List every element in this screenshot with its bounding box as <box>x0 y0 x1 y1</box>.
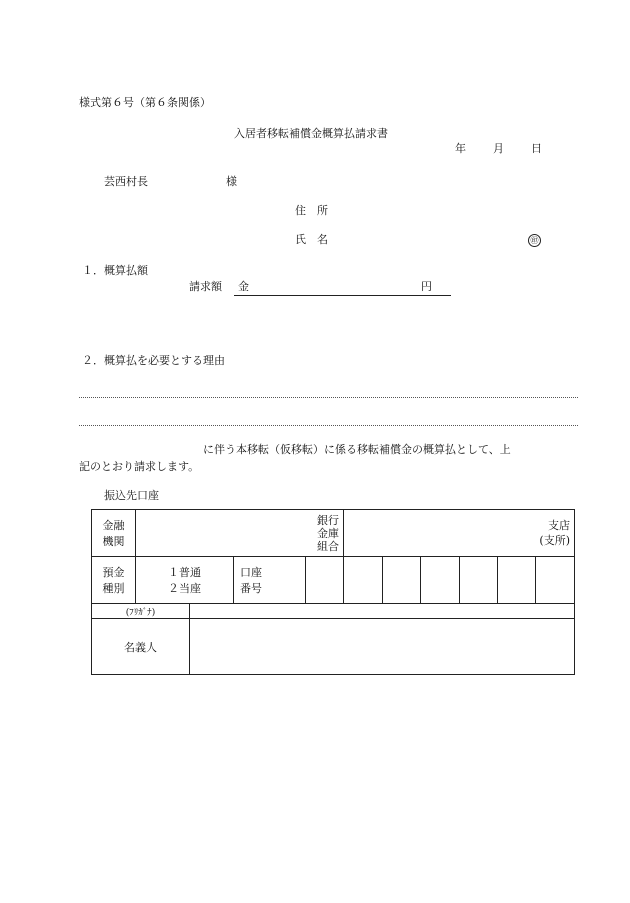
account-digit[interactable] <box>421 557 460 604</box>
holder-field[interactable] <box>190 619 575 675</box>
bank-account-table <box>91 509 575 675</box>
furigana-field[interactable] <box>190 604 575 619</box>
address-label: 住 所 <box>295 204 328 217</box>
branch-label: 支店 <box>548 519 570 532</box>
date-day: 日 <box>531 142 542 155</box>
seal-mark: ㊞ <box>528 234 541 247</box>
date-month: 月 <box>493 142 504 155</box>
branch-cell[interactable] <box>344 510 575 557</box>
page-title: 入居者移転補償金概算払請求書 <box>234 127 388 140</box>
account-digit[interactable] <box>344 557 383 604</box>
statement-line-2: 記のとおり請求します。 <box>79 460 200 473</box>
amount-underline <box>234 295 451 296</box>
date-year: 年 <box>455 142 466 155</box>
institution-label: 金融 機関 <box>92 510 136 557</box>
addressee-honorific: 様 <box>226 175 237 188</box>
holder-label: 名義人 <box>92 619 190 675</box>
bank-type-union: 組合 <box>317 539 339 553</box>
deposit-type-options[interactable]: １普通 ２当座 <box>136 557 234 604</box>
amount-prefix: 金 <box>238 280 249 293</box>
name-label: 氏 名 <box>295 233 328 246</box>
deposit-type-label: 預金 種別 <box>92 557 136 604</box>
account-number-label: 口座 番号 <box>234 557 306 604</box>
account-digit[interactable] <box>460 557 498 604</box>
bank-type-cell[interactable] <box>136 510 344 557</box>
section1-heading: １．概算払額 <box>82 264 148 277</box>
reason-line-2 <box>79 425 578 426</box>
reason-line-1 <box>79 397 578 398</box>
amount-unit: 円 <box>421 280 432 293</box>
bank-heading: 振込先口座 <box>104 489 159 502</box>
account-digit[interactable] <box>536 557 575 604</box>
statement-line-1: に伴う本移転（仮移転）に係る移転補償金の概算払として、上 <box>203 443 511 456</box>
request-amount-label: 請求額 <box>189 280 222 293</box>
account-digit[interactable] <box>498 557 536 604</box>
bank-type-bank: 銀行 <box>317 513 339 527</box>
furigana-label: (ﾌﾘｶﾞﾅ) <box>92 604 190 619</box>
section2-heading: ２．概算払を必要とする理由 <box>82 354 225 367</box>
account-digit[interactable] <box>383 557 421 604</box>
form-number: 様式第６号（第６条関係） <box>79 96 211 109</box>
addressee-name: 芸西村長 <box>104 175 148 188</box>
account-digit[interactable] <box>306 557 344 604</box>
bank-type-credit: 金庫 <box>317 526 339 540</box>
branch-sub-label: (支所) <box>539 534 570 547</box>
